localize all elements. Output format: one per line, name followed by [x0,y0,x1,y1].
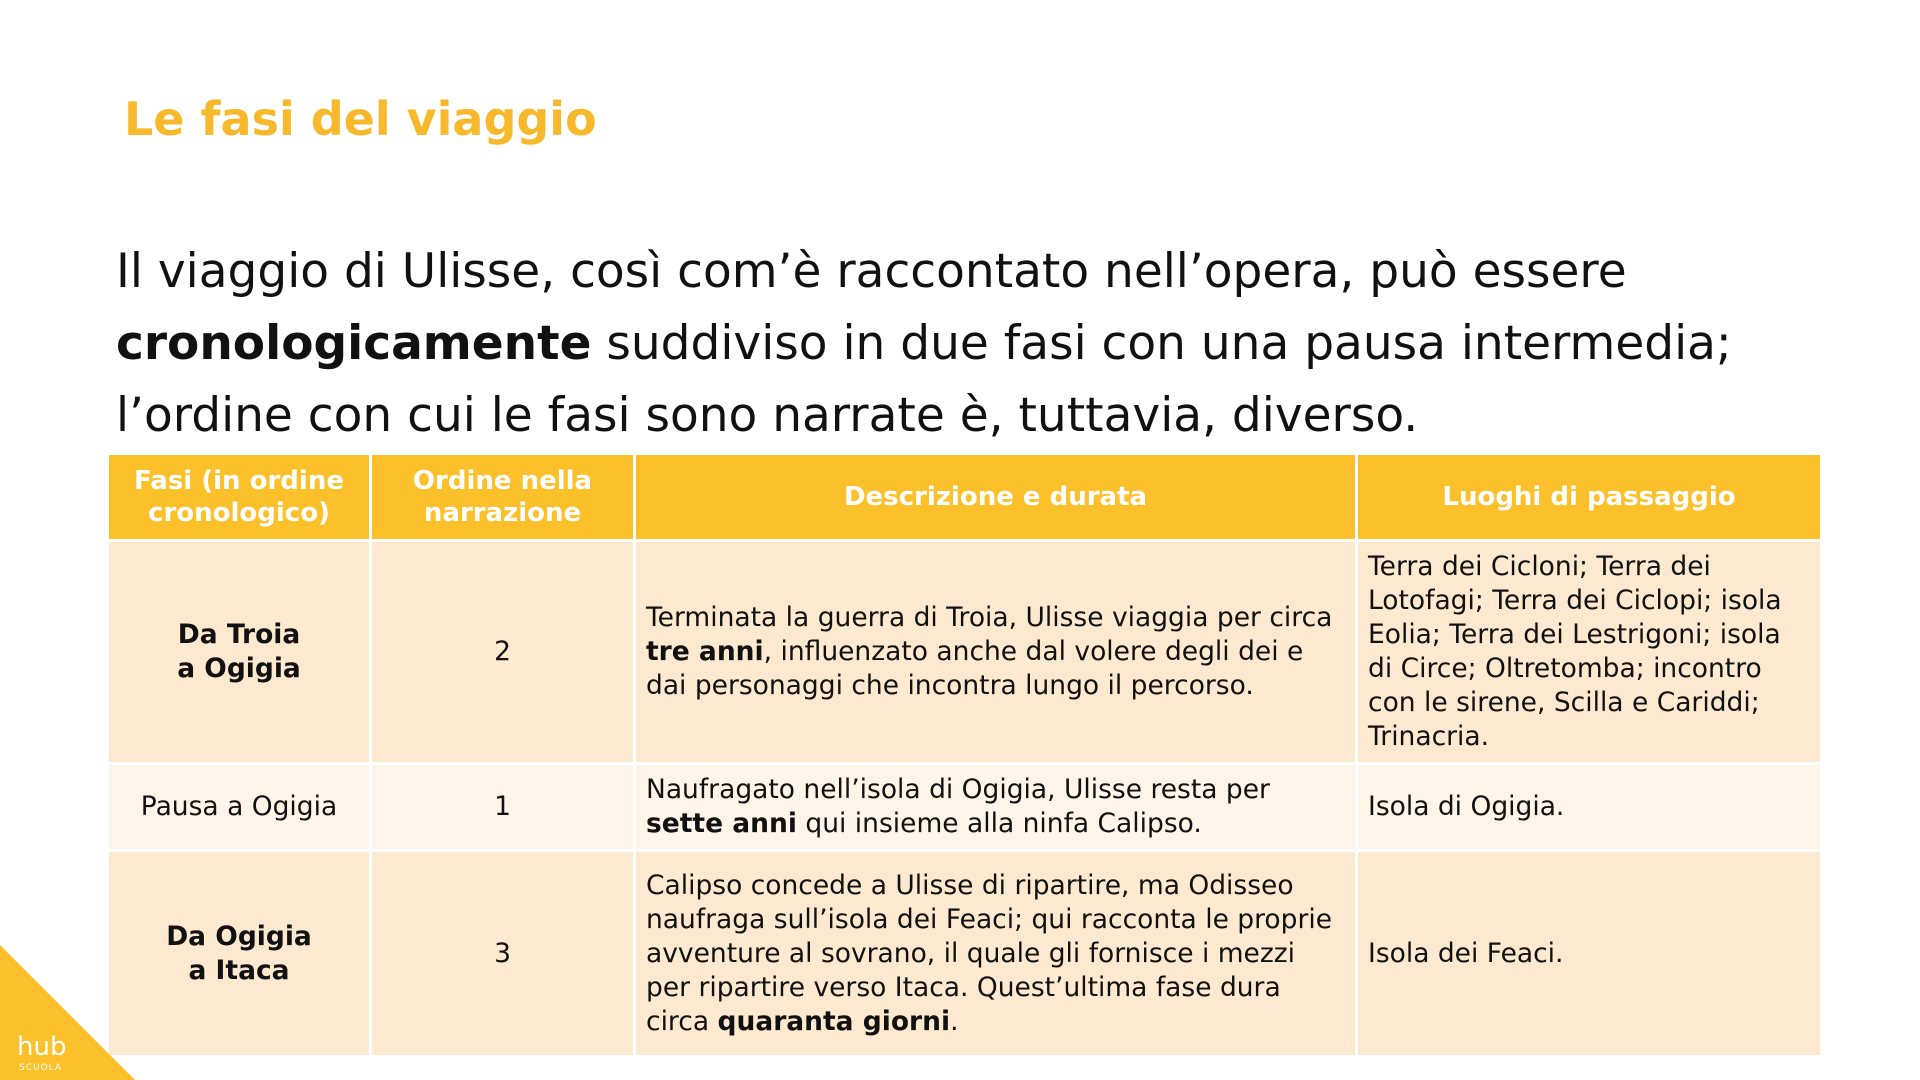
intro-text: suddiviso in due fasi con una pausa intermedia; l’ordine con cui le fasi sono narrate è, tuttavia, diverso. [116,316,1732,443]
logo-text: hub [17,1032,67,1062]
desc-text: , influenzato anche dal volere degli dei e dai personaggi che incontra lungo il percorso. [646,636,1304,701]
places-cell: Isola di Ogigia. [1357,764,1822,851]
order-cell: 3 [371,851,635,1057]
desc-bold: sette anni [646,808,797,839]
table-row [108,764,1822,851]
header-order: Ordine nella narrazione [371,454,635,541]
phase-line: a Ogigia [177,653,301,684]
intro-paragraph [116,236,1836,452]
desc-text: Terminata la guerra di Troia, Ulisse viaggia per circa [646,602,1333,633]
places-cell: Terra dei Cicloni; Terra dei Lotofagi; Terra dei Ciclopi; isola Eolia; Terra dei Lestrigoni; isola di Circe; Oltretomba; incontro con le sirene, Scilla e Cariddi; Trinacria. [1357,541,1822,764]
intro-bold: cronologicamente [116,316,592,371]
header-places: Luoghi di passaggio [1357,454,1822,541]
header-description: Descrizione e durata [635,454,1357,541]
header-phases: Fasi (in ordine cronologico) [108,454,371,541]
intro-text: Il viaggio di Ulisse, così com’è raccontato nell’opera, può essere [116,244,1627,299]
desc-text: qui insieme alla ninfa Calipso. [796,808,1202,839]
phases-table [106,452,1823,1058]
desc-text: Calipso concede a Ulisse di ripartire, ma Odisseo naufraga sull’isola dei Feaci; qui racconta le proprie avventure al sovrano, il quale gli fornisce i mezzi per ripartire verso Itaca. Quest’ultima fase dura circa [646,869,1333,1037]
description-cell [635,541,1357,764]
phase-cell: Pausa a Ogigia [108,764,371,851]
desc-bold: quaranta giorni [717,1005,951,1037]
slide-title: Le fasi del viaggio [124,92,597,146]
places-cell: Isola dei Feaci. [1357,851,1822,1057]
phase-line: Da Ogigia [166,920,312,952]
table-header-row [108,454,1822,541]
desc-text: Naufragato nell’isola di Ogigia, Ulisse resta per [646,774,1270,805]
order-cell: 2 [371,541,635,764]
hub-scuola-logo [0,945,135,1080]
desc-bold: tre anni [646,636,764,667]
table-row [108,541,1822,764]
phase-line: Da Troia [177,619,301,650]
description-cell [635,851,1357,1057]
desc-text: . [950,1005,959,1037]
logo-subtext: SCUOLA [19,1063,63,1073]
phase-line: a Itaca [188,954,290,986]
description-cell [635,764,1357,851]
phase-cell [108,541,371,764]
order-cell: 1 [371,764,635,851]
table-row [108,851,1822,1057]
phase-cell [108,851,371,1057]
